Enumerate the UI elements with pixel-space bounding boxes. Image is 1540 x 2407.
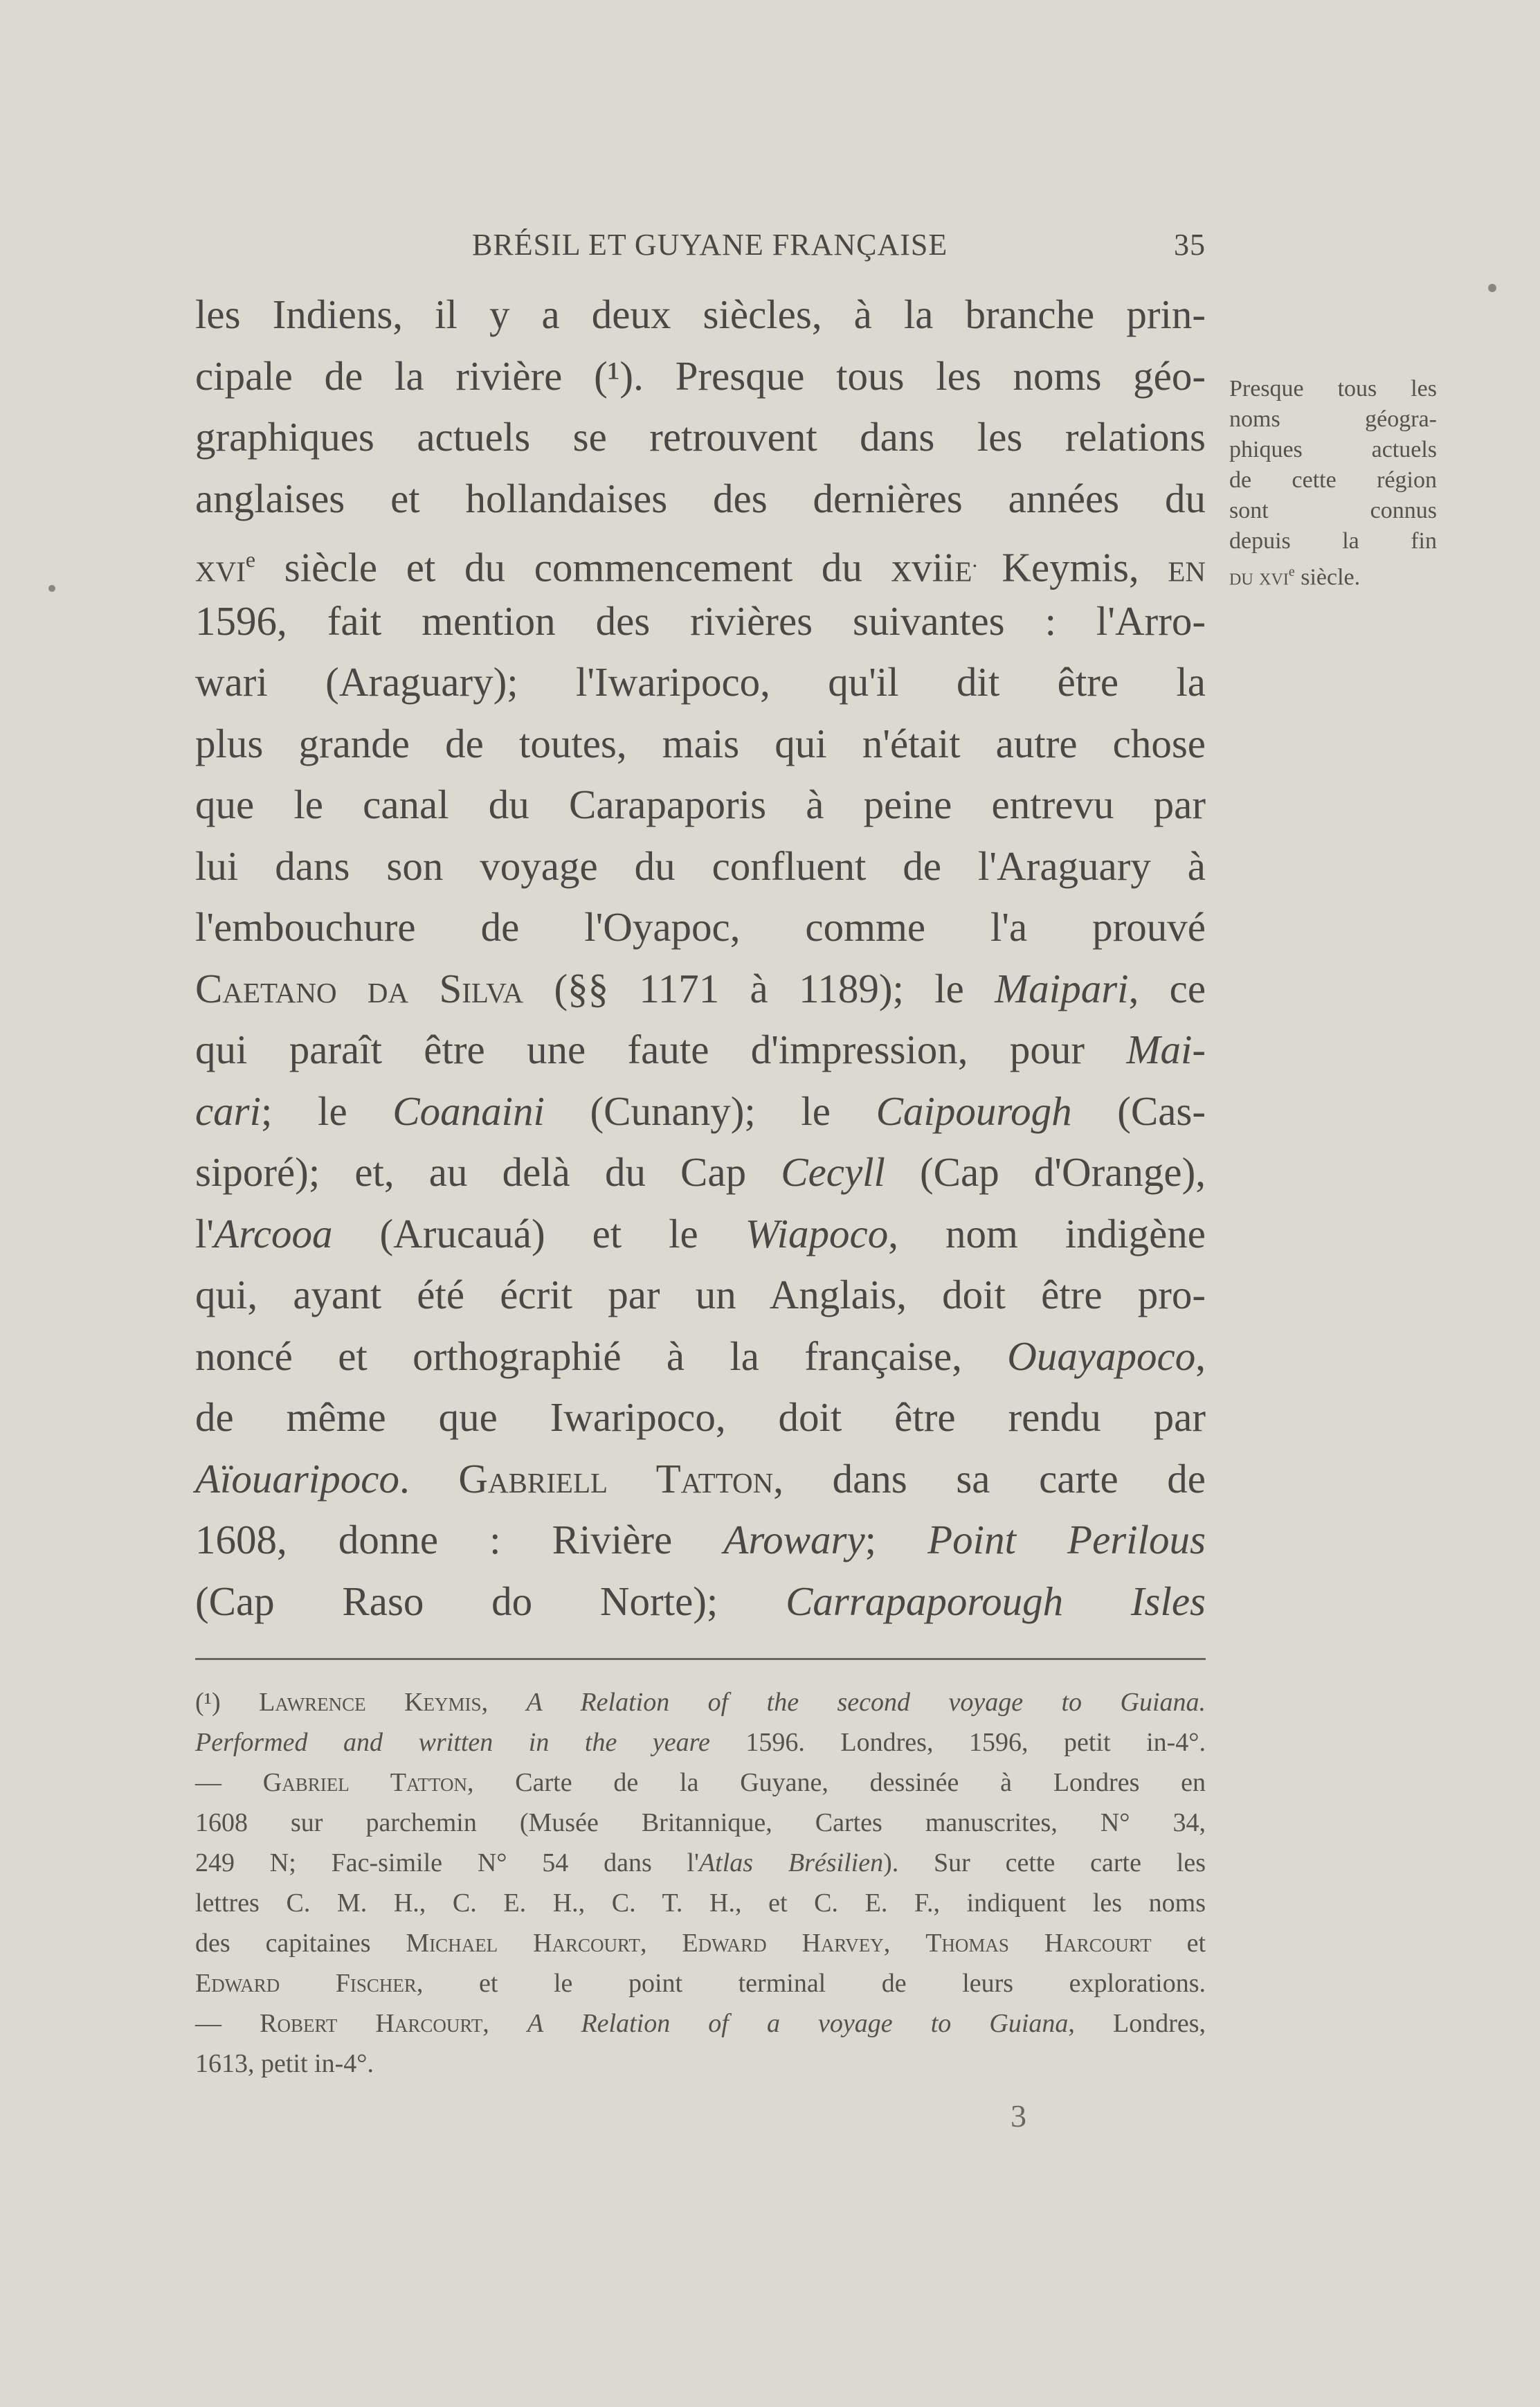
running-title: BRÉSIL ET GUYANE FRANÇAISE (472, 228, 948, 262)
text-line: graphiques actuels se retrouvent dans les relations (195, 414, 1206, 460)
text-line: plus grande de toutes, mais qui n'était autre chose (195, 720, 1206, 766)
text-line: siporé); et, au delà du Cap Cecyll (Cap d'Orange), (195, 1149, 1206, 1195)
text-line: 1608, donne : Rivière Arowary; Point Perilous (195, 1517, 1206, 1562)
footnote-line: 1608 sur parchemin (Musée Britannique, Cartes manuscrites, N° 34, (195, 1808, 1206, 1837)
footnote-line: (¹) Lawrence Keymis, A Relation of the second voyage to Guiana. (195, 1688, 1206, 1717)
footnote-divider (195, 1658, 1206, 1660)
footnote-line: — Robert Harcourt, A Relation of a voyage to Guiana, Londres, (195, 2009, 1206, 2038)
author-name: , en (1128, 544, 1206, 591)
text-line: (Cap Raso do Norte); Carrapaporough Isles (195, 1578, 1206, 1624)
footnote-line: 249 N; Fac-simile N° 54 dans l'Atlas Brésilien). Sur cette carte les (195, 1848, 1206, 1877)
text-line: de même que Iwaripoco, doit être rendu par (195, 1394, 1206, 1440)
signature-mark: 3 (1011, 2098, 1026, 2134)
footnote-line: — Gabriel Tatton, Carte de la Guyane, dessinée à Londres en (195, 1768, 1206, 1797)
author-name: Gabriell Tatton (458, 1455, 774, 1502)
text-line: Aïouaripoco. Gabriell Tatton, dans sa carte de (195, 1455, 1206, 1502)
text-line: noncé et orthographié à la française, Ouayapoco, (195, 1333, 1206, 1379)
text-line: Caetano da Silva (§§ 1171 à 1189); le Maipari, ce (195, 965, 1206, 1011)
text-line: les Indiens, il y a deux siècles, à la branche prin- (195, 291, 1206, 337)
paper-speck (48, 585, 55, 592)
footnotes (195, 1682, 1206, 2084)
text-line: l'embouchure de l'Oyapoc, comme l'a prouvé (195, 904, 1206, 950)
footnote-line: Performed and written in the yeare 1596. Londres, 1596, petit in-4°. (195, 1728, 1206, 1757)
main-text (195, 284, 1206, 1632)
footnote-line: Edward Fischer, et le point terminal de leurs explorations. (195, 1969, 1206, 1998)
text-line: qui, ayant été écrit par un Anglais, doit être pro- (195, 1272, 1206, 1317)
text-line: que le canal du Carapaporis à peine entrevu par (195, 782, 1206, 827)
text-line: anglaises et hollandaises des dernières années du (195, 475, 1206, 521)
margin-note: Presque tous les noms géogra- phiques actuels de cette région sont connus depuis la fin du xvi$^e$ siècle. (1229, 376, 1437, 591)
text-line: cipale de la rivière (¹). Presque tous les noms géo- (195, 352, 1206, 399)
text-line: l'Arcooa (Arucauá) et le Wiapoco, nom indigène (195, 1210, 1206, 1256)
author-name: Caetano da Silva (195, 965, 524, 1011)
text-line: 1596, fait mention des rivières suivantes : l'Arro- (195, 597, 1206, 644)
text-line: wari (Araguary); l'Iwaripoco, qu'il dit être la (195, 659, 1206, 705)
text-line: lui dans son voyage du confluent de l'Araguary à (195, 842, 1206, 889)
footnote-line: 1613, petit in-4°. (195, 2049, 374, 2078)
page-number: 35 (1174, 228, 1206, 262)
text-line: cari; le Coanaini (Cunany); le Caipourogh (Cas- (195, 1088, 1206, 1134)
footnote-line: lettres C. M. H., C. E. H., C. T. H., et C. E. F., indiquent les noms (195, 1888, 1206, 1918)
running-header (195, 227, 1206, 269)
text-line: xvi$^e$ siècle et du commencement du xviie. Keymis, en (195, 544, 1206, 591)
paper-speck (1488, 284, 1496, 292)
text-line: qui paraît être une faute d'impression, pour Mai- (195, 1027, 1206, 1072)
footnote-line: des capitaines Michael Harcourt, Edward Harvey, Thomas Harcourt et (195, 1929, 1206, 1958)
